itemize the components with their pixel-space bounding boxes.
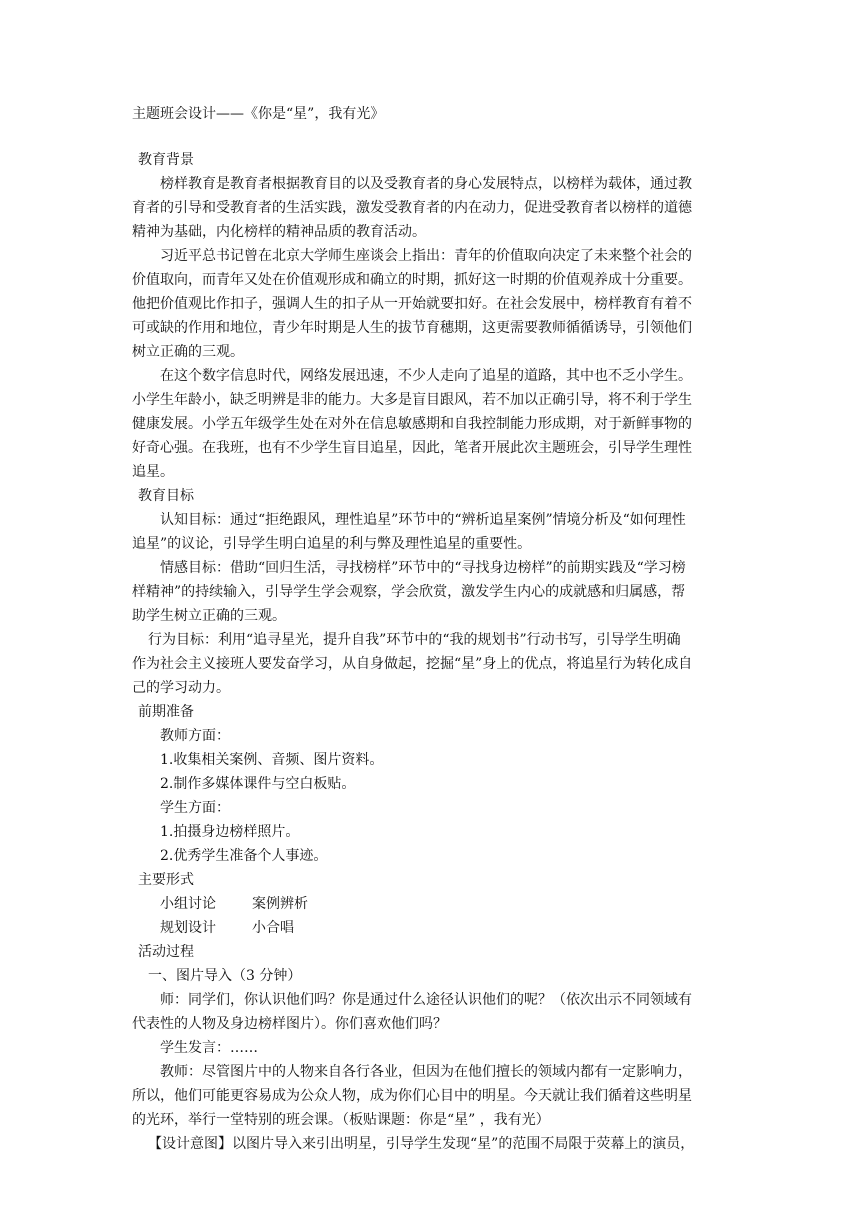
section-heading-forms: 主要形式	[138, 872, 194, 888]
section-heading-process: 活动过程	[138, 944, 194, 960]
section-heading-prep: 前期准备	[138, 704, 194, 720]
paragraph-line: 追星。	[132, 464, 174, 480]
form-item: 小组讨论	[160, 896, 216, 912]
paragraph-line: 教师：尽管图片中的人物来自各行各业，但因为在他们擅长的领域内都有一定影响力，	[160, 1064, 692, 1080]
section-heading-background: 教育背景	[138, 152, 194, 168]
paragraph-line: 榜样教育是教育者根据教育目的以及受教育者的身心发展特点，以榜样为载体，通过教	[160, 176, 692, 192]
paragraph-line: 精神为基础，内化榜样的精神品质的教育活动。	[132, 224, 426, 240]
paragraph-line: 在这个数字信息时代，网络发展迅速，不少人走向了追星的道路，其中也不乏小学生。	[160, 368, 692, 384]
paragraph-line: 样精神”的持续输入，引导学生学会观察，学会欣赏，激发学生内心的成就感和归属感，帮	[132, 584, 686, 600]
paragraph-line: 学生发言：……	[160, 1040, 258, 1056]
form-item: 规划设计	[160, 920, 216, 936]
list-item: 1.收集相关案例、音频、图片资料。	[160, 752, 384, 768]
paragraph-line: 师：同学们，你认识他们吗？你是通过什么途径认识他们的呢？（依次出示不同领域有	[160, 992, 692, 1008]
paragraph-line: 好奇心强。在我班，也有不少学生盲目追星，因此，笔者开展此次主题班会，引导学生理性	[132, 440, 692, 456]
form-item: 小合唱	[252, 920, 294, 936]
paragraph-line: 行为目标：利用“追寻星光，提升自我”环节中的“我的规划书”行动书写，引导学生明确	[148, 632, 681, 648]
paragraph-line: 小学生年龄小，缺乏明辨是非的能力。大多是盲目跟风，若不加以正确引导，将不利于学生	[132, 392, 692, 408]
list-item: 1.拍摄身边榜样照片。	[160, 824, 300, 840]
paragraph-line: 认知目标：通过“拒绝跟风，理性追星”环节中的“辨析追星案例”情境分析及“如何理性	[160, 512, 686, 528]
prep-student-label: 学生方面：	[160, 800, 230, 816]
paragraph-line: 可或缺的作用和地位，青少年时期是人生的拔节育穗期，这更需要教师循循诱导，引领他们	[132, 320, 692, 336]
paragraph-line: 的光环，举行一堂特别的班会课。（板贴课题：你是“星” ，我有光）	[132, 1112, 550, 1128]
paragraph-line: 己的学习动力。	[132, 680, 230, 696]
paragraph-line: 树立正确的三观。	[132, 344, 244, 360]
paragraph-line: 作为社会主义接班人要发奋学习，从自身做起，挖掘“星”身上的优点，将追星行为转化成自	[132, 656, 693, 672]
paragraph-line: 价值取向，而青年又处在价值观形成和确立的时期，抓好这一时期的价值观养成十分重要。	[132, 272, 692, 288]
step-heading: 一、图片导入（3 分钟）	[148, 968, 302, 984]
section-heading-goals: 教育目标	[138, 488, 194, 504]
list-item: 2.优秀学生准备个人事迹。	[160, 848, 328, 864]
paragraph-line: 育者的引导和受教育者的生活实践，激发受教育者的内在动力，促进受教育者以榜样的道德	[132, 200, 692, 216]
document-title: 主题班会设计——《你是“星”，我有光》	[132, 106, 385, 122]
paragraph-line: 代表性的人物及身边榜样图片）。你们喜欢他们吗？	[132, 1016, 447, 1032]
paragraph-line: 追星”的议论，引导学生明白追星的利与弊及理性追星的重要性。	[132, 536, 532, 552]
paragraph-line: 情感目标：借助“回归生活，寻找榜样”环节中的“寻找身边榜样”的前期实践及“学习榜	[160, 560, 686, 576]
form-item: 案例辨析	[252, 896, 308, 912]
paragraph-line: 【设计意图】以图片导入来引出明星，引导学生发现“星”的范围不局限于荧幕上的演员，	[148, 1136, 695, 1152]
list-item: 2.制作多媒体课件与空白板贴。	[160, 776, 356, 792]
paragraph-line: 健康发展。小学五年级学生处在对外在信息敏感期和自我控制能力形成期，对于新鲜事物的	[132, 416, 692, 432]
paragraph-line: 习近平总书记曾在北京大学师生座谈会上指出：青年的价值取向决定了未来整个社会的	[160, 248, 692, 264]
paragraph-line: 他把价值观比作扣子，强调人生的扣子从一开始就要扣好。在社会发展中，榜样教育有着不	[132, 296, 692, 312]
prep-teacher-label: 教师方面：	[160, 728, 230, 744]
paragraph-line: 所以，他们可能更容易成为公众人物，成为你们心目中的明星。今天就让我们循着这些明星	[132, 1088, 692, 1104]
paragraph-line: 助学生树立正确的三观。	[132, 608, 286, 624]
